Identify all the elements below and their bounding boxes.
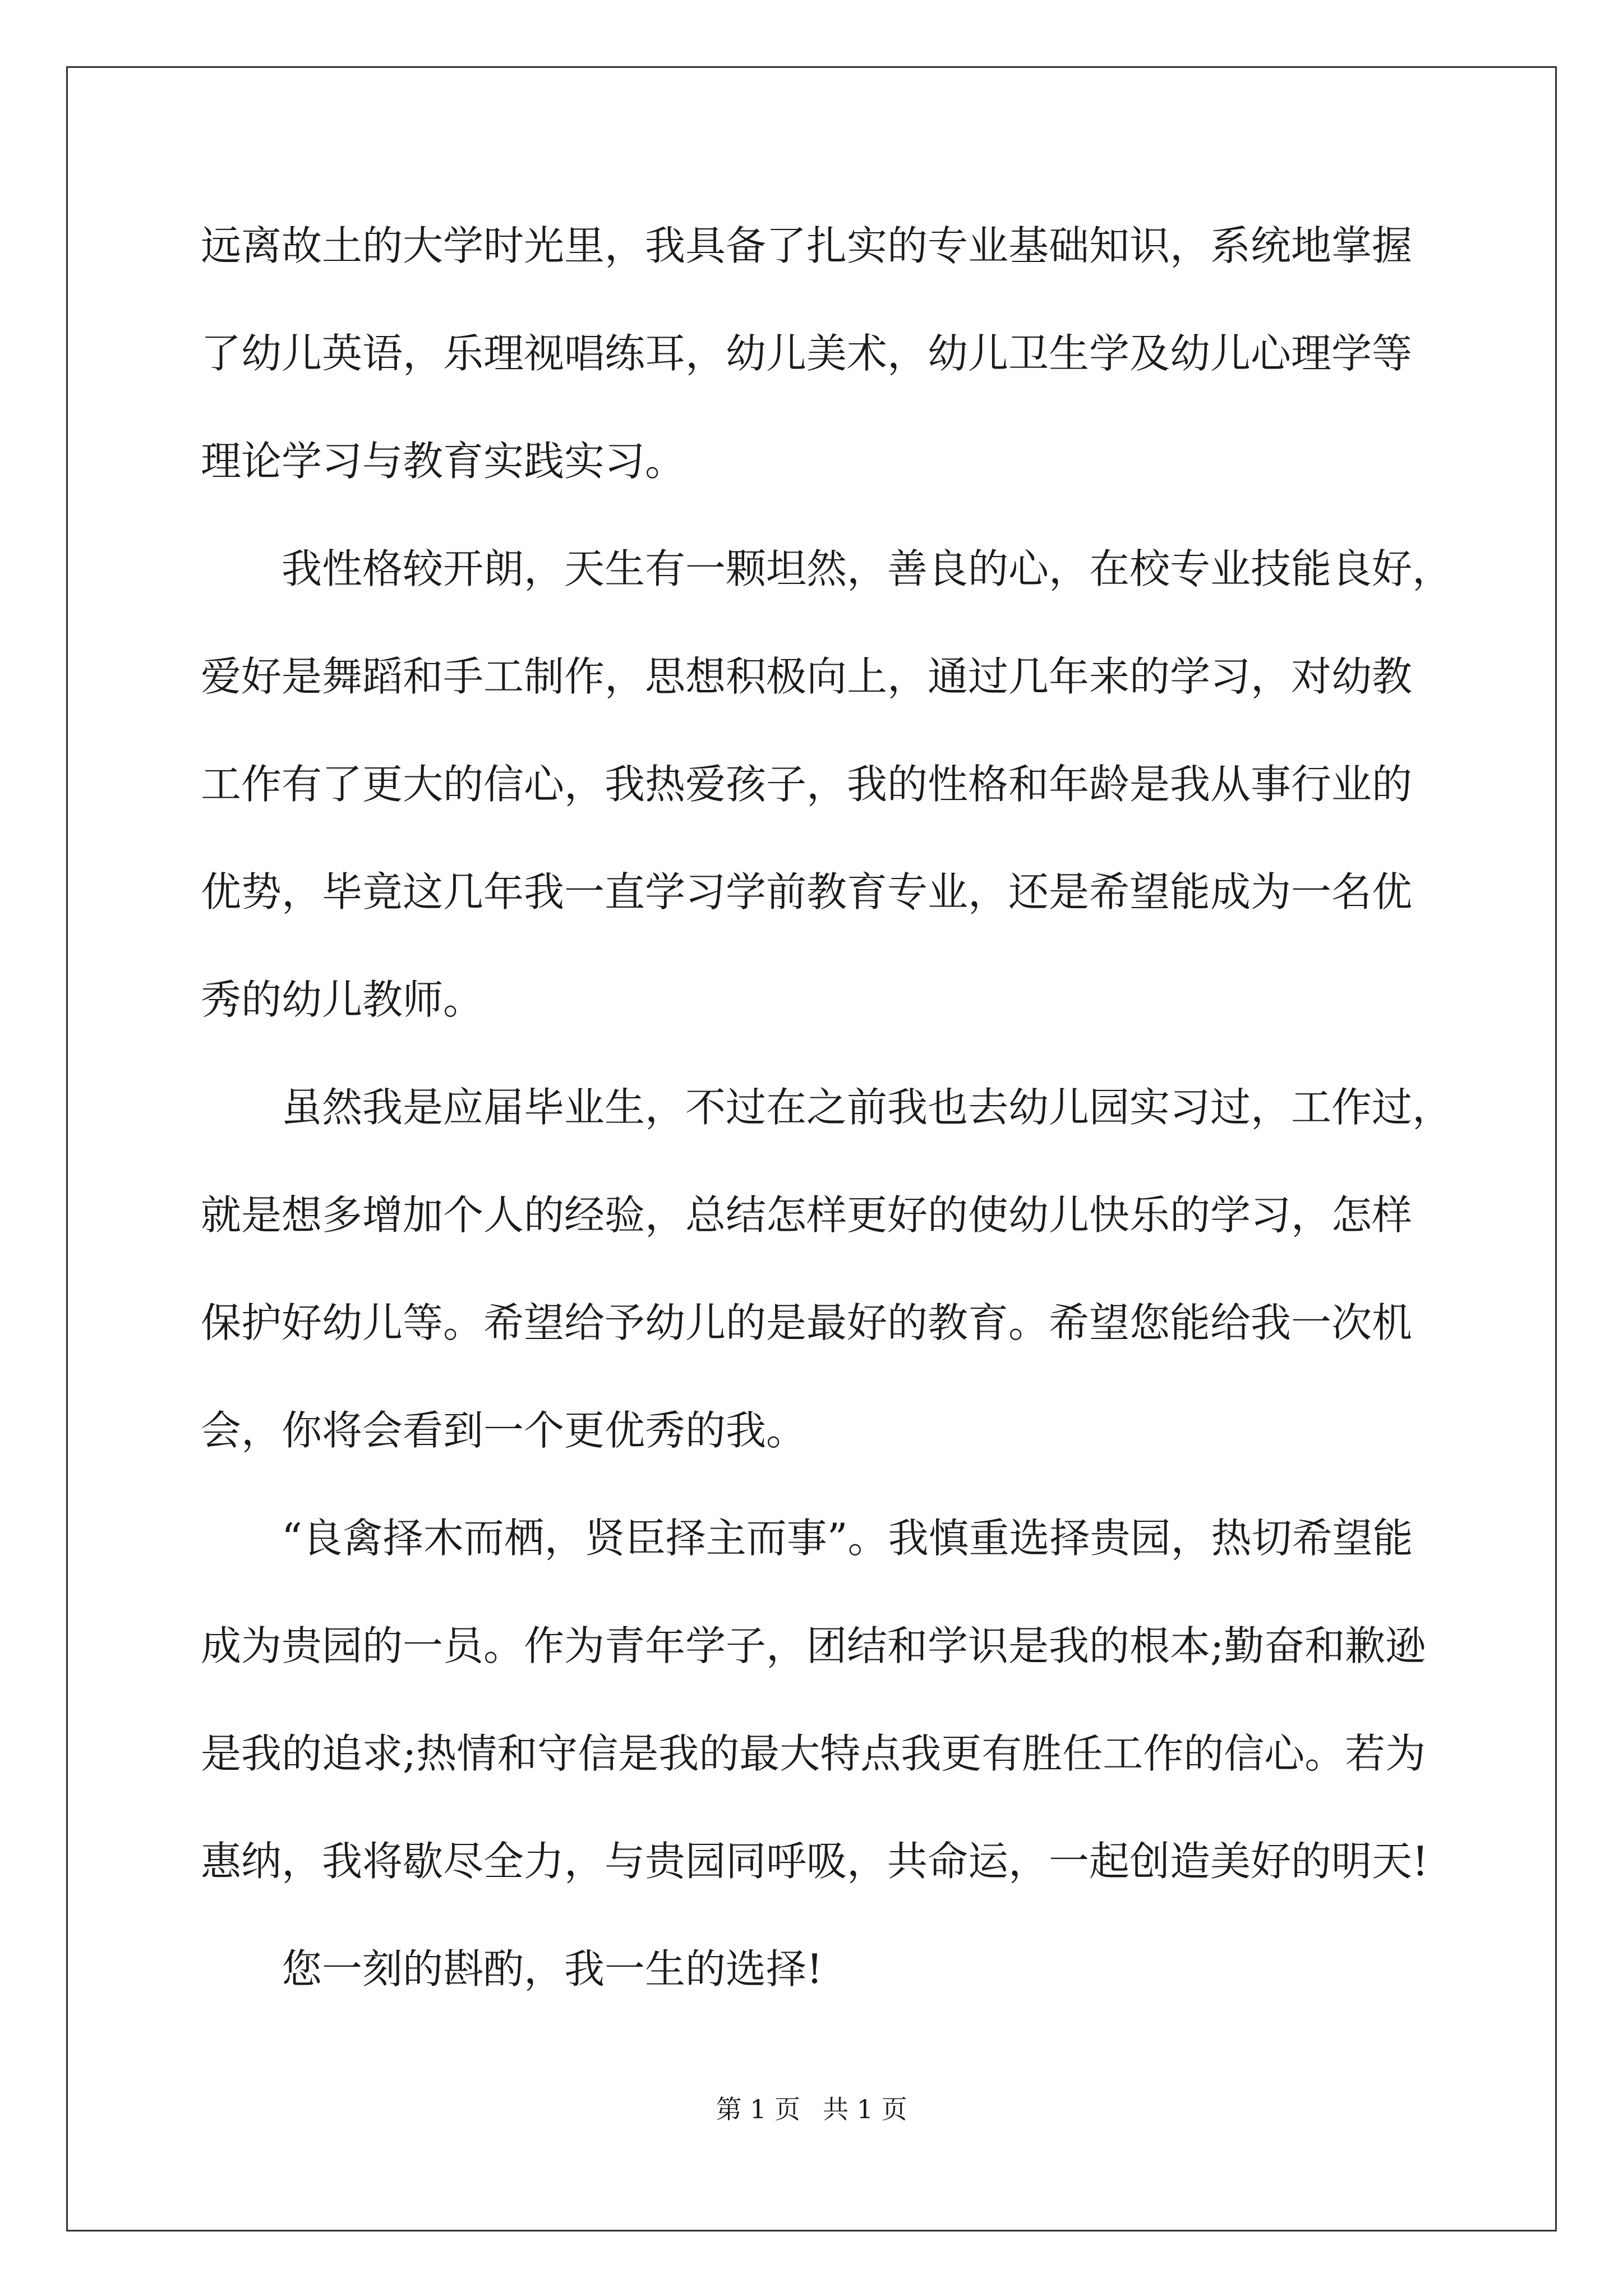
text-line: 优势，毕竟这几年我一直学习学前教育专业，还是希望能成为一名优 (201, 868, 1413, 915)
text-line: 工作有了更大的信心，我热爱孩子，我的性格和年龄是我从事行业的 (201, 761, 1413, 808)
text-line: 虽然我是应届毕业生，不过在之前我也去幼儿园实习过，工作过， (201, 1084, 1453, 1131)
page-footer (0, 2092, 1623, 2126)
text-line: “良禽择木而栖，贤臣择主而事”。我慎重选择贵园，热切希望能 (201, 1515, 1413, 1562)
page-total: 共 1 页 (823, 2094, 907, 2124)
text-line: 就是想多增加个人的经验，总结怎样更好的使幼儿快乐的学习，怎样 (201, 1191, 1413, 1239)
text-line: 是我的追求;热情和守信是我的最大特点我更有胜任工作的信心。若为 (201, 1730, 1426, 1777)
text-line: 会，你将会看到一个更优秀的我。 (201, 1407, 807, 1454)
text-line: 我性格较开朗，天生有一颗坦然，善良的心，在校专业技能良好， (201, 545, 1453, 592)
text-line: 秀的幼儿教师。 (201, 976, 484, 1023)
text-line: 保护好幼儿等。希望给予幼儿的是最好的教育。希望您能给我一次机 (201, 1299, 1413, 1346)
text-line: 爱好是舞蹈和手工制作，思想积极向上，通过几年来的学习，对幼教 (201, 653, 1413, 700)
text-line: 远离故土的大学时光里，我具备了扎实的专业基础知识，系统地掌握 (201, 222, 1413, 269)
text-line: 理论学习与教育实践实习。 (201, 438, 686, 485)
text-line: 成为贵园的一员。作为青年学子，团结和学识是我的根本;勤奋和歉逊 (201, 1622, 1426, 1669)
page-frame (66, 66, 1557, 2231)
text-line: 了幼儿英语，乐理视唱练耳，幼儿美术，幼儿卫生学及幼儿心理学等 (201, 330, 1413, 377)
text-line: 惠纳，我将歇尽全力，与贵园同呼吸，共命运，一起创造美好的明天! (201, 1838, 1428, 1885)
page-number: 第 1 页 (716, 2094, 800, 2124)
text-line: 您一刻的斟酌，我一生的选择! (201, 1945, 823, 1993)
